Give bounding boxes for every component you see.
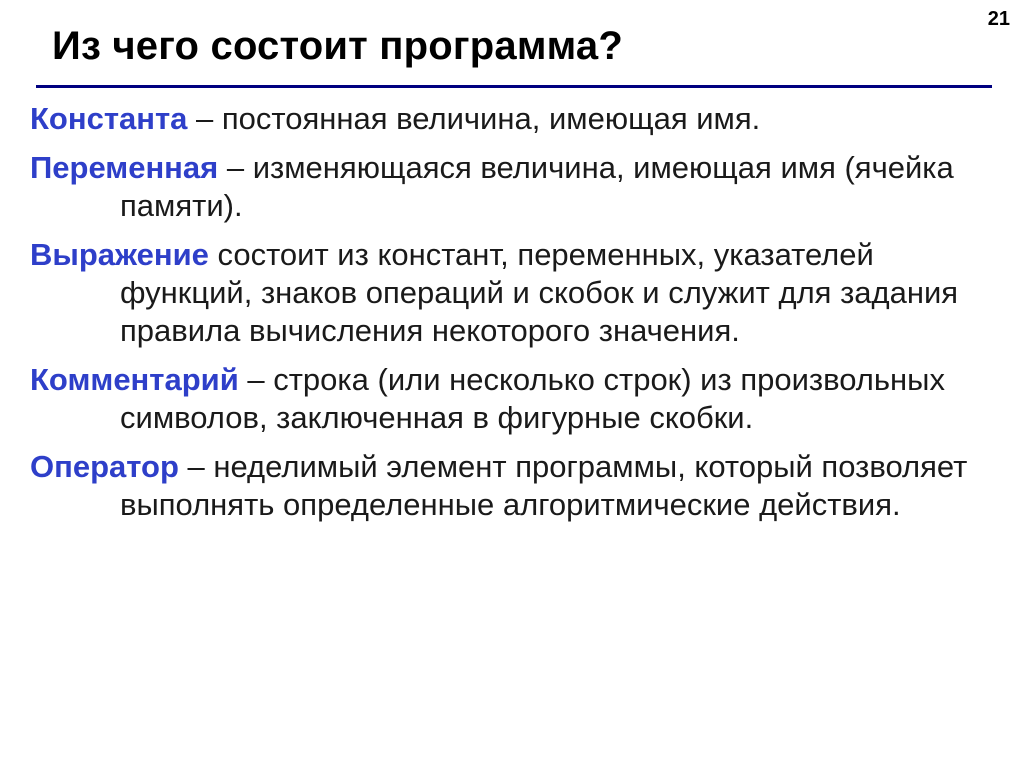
definition-text: – неделимый элемент программы, который позволяет выполнять определенные алгоритмические действия. [120,449,968,522]
definition-text: – изменяющаяся величина, имеющая имя (ячейка памяти). [120,150,954,223]
definition-variable [30,149,1005,225]
term-variable: Переменная [30,150,219,185]
definition-comment [30,361,1005,437]
definition-statement [30,448,1005,524]
definition-text: состоит из констант, переменных, указателей функций, знаков операций и скобок и служит для задания правила вычисления некоторого значения. [120,237,959,348]
definition-list [30,100,1005,535]
title-divider [36,85,992,88]
definition-constant [30,100,1005,138]
term-constant: Константа [30,101,188,136]
term-expression: Выражение [30,237,209,272]
term-statement: Оператор [30,449,179,484]
definition-expression [30,236,1005,350]
slide-number: 21 [987,8,1010,30]
definition-text: – строка (или несколько строк) из произвольных символов, заключенная в фигурные скобки. [120,362,945,435]
definition-text: – постоянная величина, имеющая имя. [187,101,761,136]
slide-title: Из чего состоит программа? [52,24,623,68]
term-comment: Комментарий [30,362,239,397]
